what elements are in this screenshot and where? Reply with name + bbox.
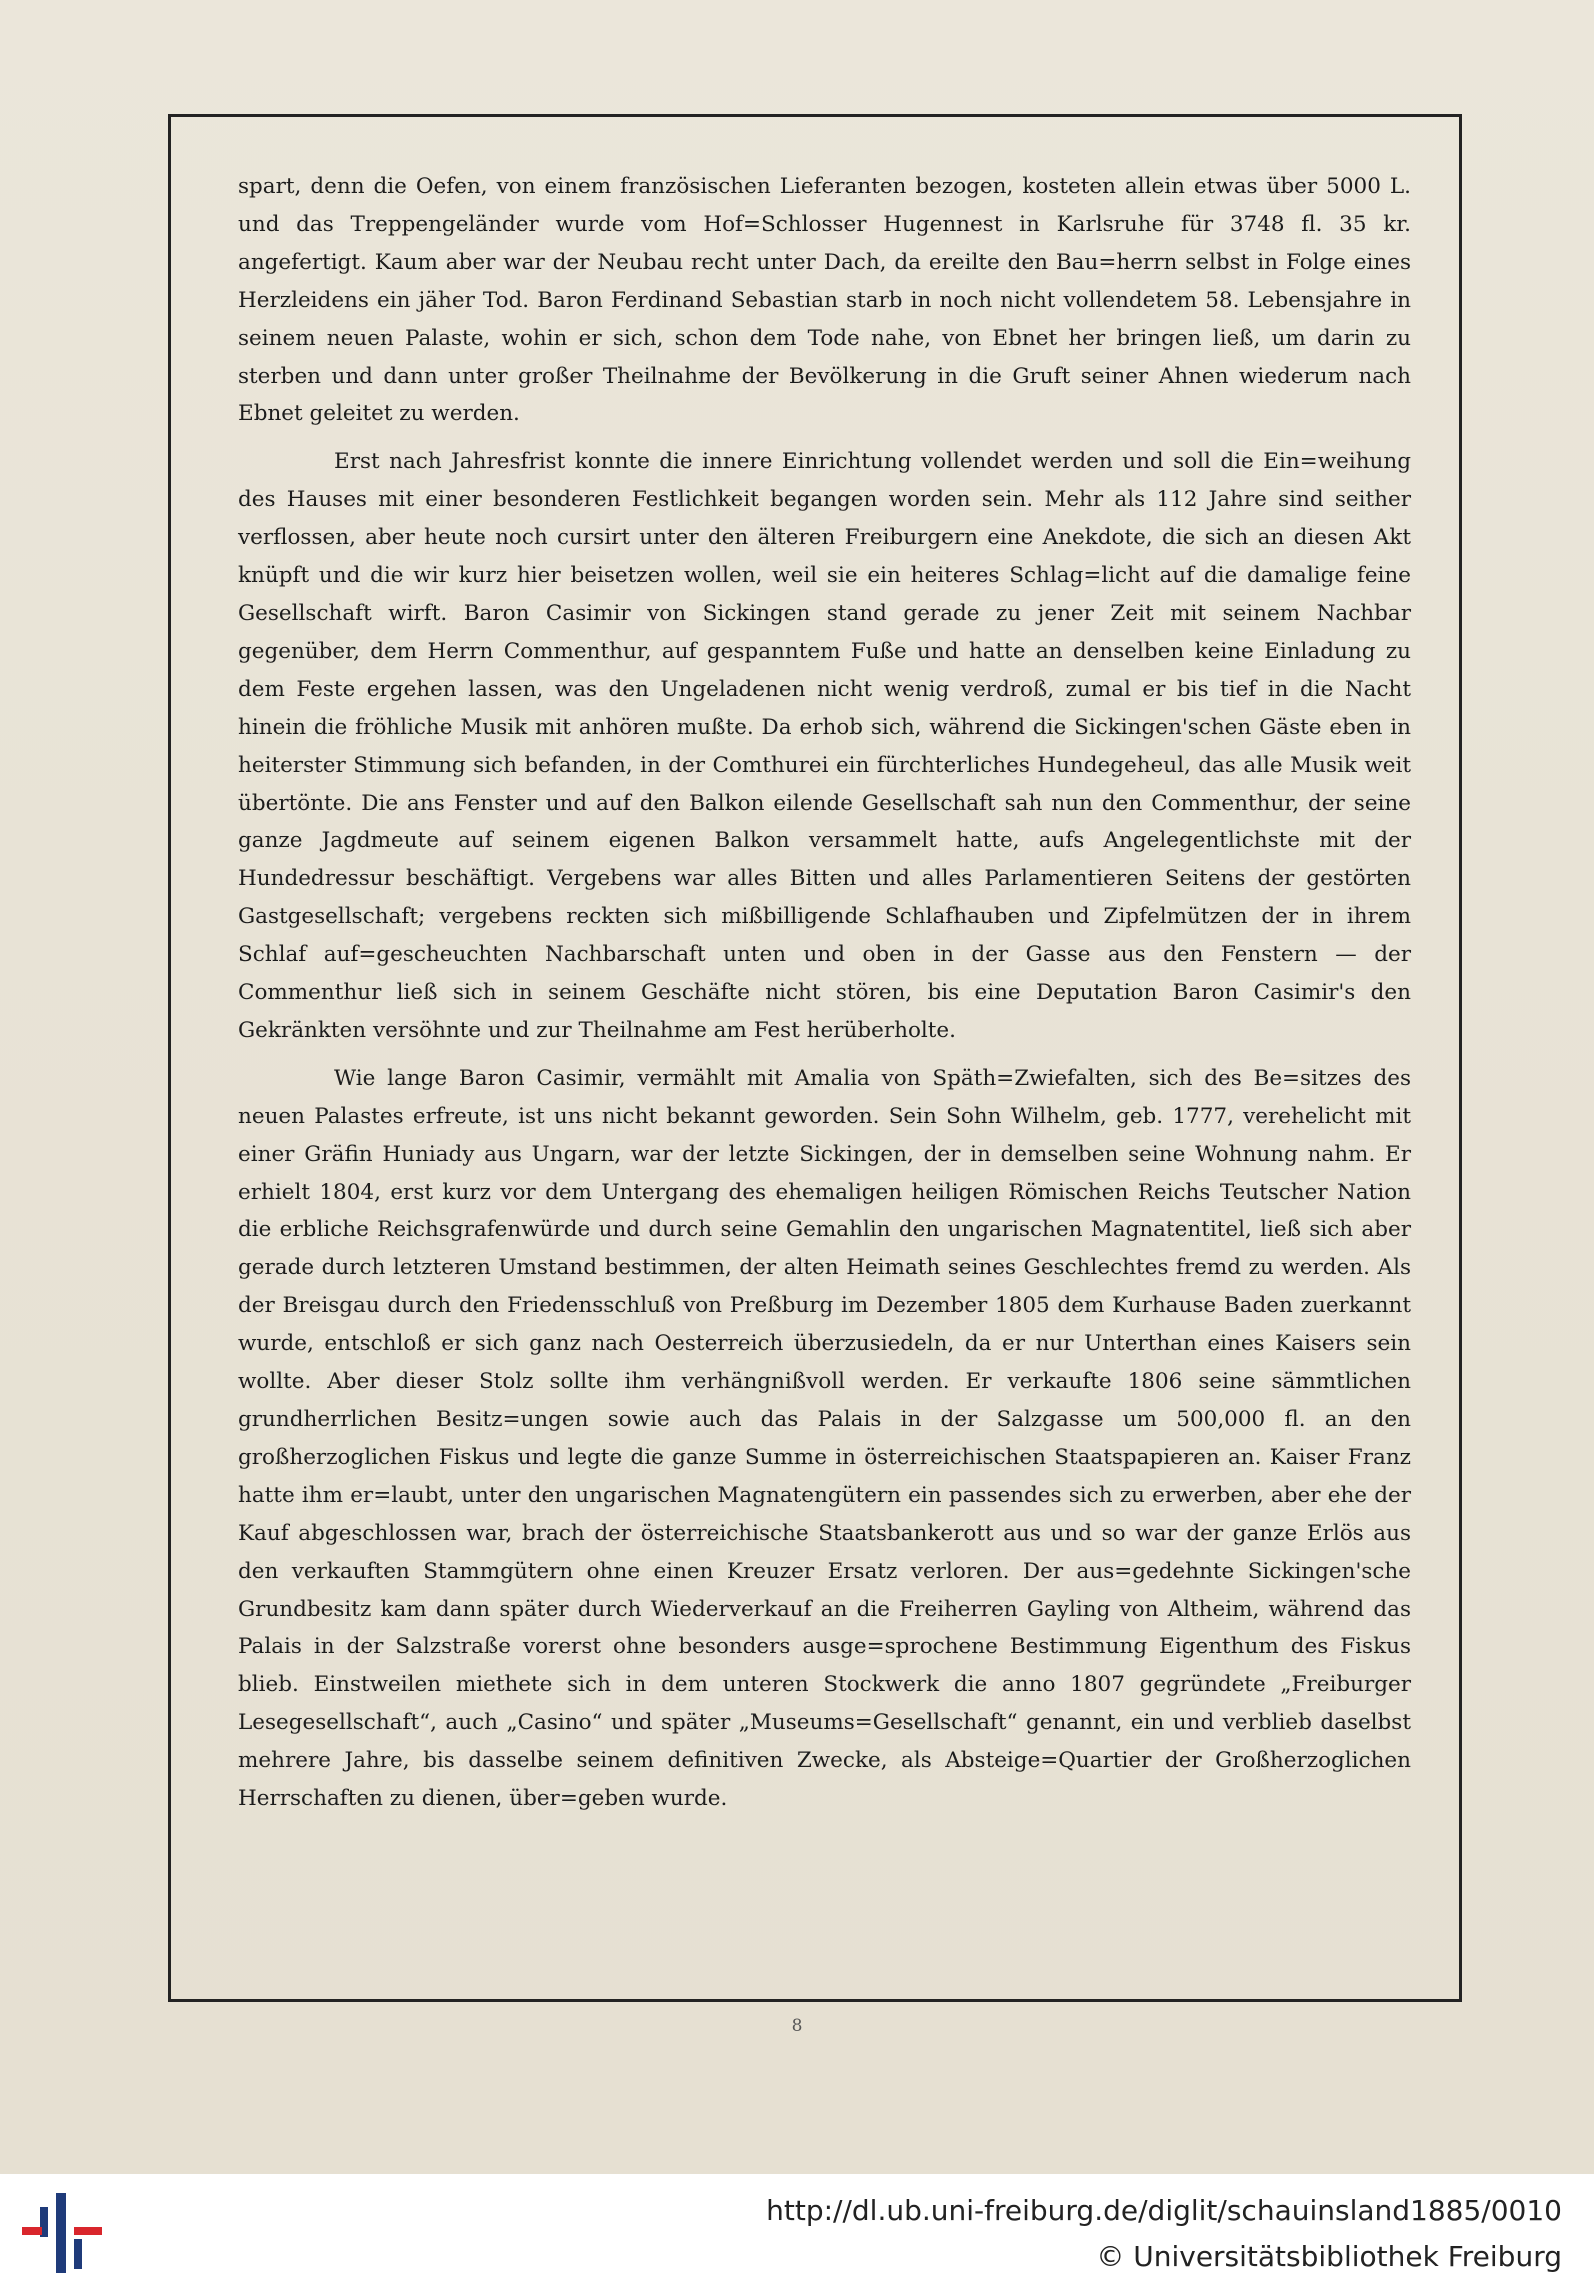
permalink-url[interactable]: http://dl.ub.uni-freiburg.de/diglit/schauinsland1885/0010 bbox=[766, 2194, 1562, 2227]
body-text bbox=[238, 168, 1411, 1828]
paragraph-2: Erst nach Jahresfrist konnte die innere Einrichtung vollendet werden und soll die Ein=weihung des Hauses mit einer besonderen Festlichkeit begangen worden sein. Mehr als 112 Jahre sind seither verflossen, aber heute noch cursirt unter den älteren Freiburgern eine Anekdote, die sich an diesen Akt knüpft und die wir kurz hier beisetzen wollen, weil sie ein heiteres Schlag=licht auf die damalige feine Gesellschaft wirft. Baron Casimir von Sickingen stand gerade zu jener Zeit mit seinem Nachbar gegenüber, dem Herrn Commenthur, auf gespanntem Fuße und hatte an denselben keine Einladung zu dem Feste ergehen lassen, was den Ungeladenen nicht wenig verdroß, zumal er bis tief in die Nacht hinein die fröhliche Musik mit anhören mußte. Da erhob sich, während die Sickingen'schen Gäste eben in heiterster Stimmung sich befanden, in der Comthurei ein fürchterliches Hundegeheul, das alle Musik weit übertönte. Die ans Fenster und auf den Balkon eilende Gesellschaft sah nun den Commenthur, der seine ganze Jagdmeute auf seinem eigenen Balkon versammelt hatte, aufs Angelegentlichste mit der Hundedressur beschäftigt. Vergebens war alles Bitten und alles Parlamentieren Seitens der gestörten Gastgesellschaft; vergebens reckten sich mißbilligende Schlafhauben und Zipfelmützen der in ihrem Schlaf auf=gescheuchten Nachbarschaft unten und oben in der Gasse aus den Fenstern — der Commenthur ließ sich in seinem Geschäfte nicht stören, bis eine Deputation Baron Casimir's den Gekränkten versöhnte und zur Theilnahme am Fest herüberholte. bbox=[238, 449, 1411, 1043]
paragraph-1: spart, denn die Oefen, von einem französischen Lieferanten bezogen, kosteten allein etwas über 5000 L. und das Treppengeländer wurde vom Hof=Schlosser Hugennest in Karlsruhe für 3748 fl. 35 kr. angefertigt. Kaum aber war der Neubau recht unter Dach, da ereilte den Bau=herrn selbst in Folge eines Herzleidens ein jäher Tod. Baron Ferdinand Sebastian starb in noch nicht vollendetem 58. Lebensjahre in seinem neuen Palaste, wohin er sich, schon dem Tode nahe, von Ebnet her bringen ließ, um darin zu sterben und dann unter großer Theilnahme der Bevölkerung in die Gruft seiner Ahnen wiederum nach Ebnet geleitet zu werden. bbox=[238, 174, 1411, 427]
page-number: 8 bbox=[791, 2016, 803, 2036]
ub-freiburg-logo-icon bbox=[22, 2193, 102, 2273]
footer-bar bbox=[0, 2174, 1594, 2289]
copyright-notice: © Universitätsbibliothek Freiburg bbox=[1096, 2240, 1562, 2273]
paragraph-3: Wie lange Baron Casimir, vermählt mit Amalia von Späth=Zwiefalten, sich des Be=sitzes des neuen Palastes erfreute, ist uns nicht bekannt geworden. Sein Sohn Wilhelm, geb. 1777, verehelicht mit einer Gräfin Huniady aus Ungarn, war der letzte Sickingen, der in demselben seine Wohnung nahm. Er erhielt 1804, erst kurz vor dem Untergang des ehemaligen heiligen Römischen Reichs Teutscher Nation die erbliche Reichsgrafenwürde und durch seine Gemahlin den ungarischen Magnatentitel, ließ sich aber gerade durch letzteren Umstand bestimmen, der alten Heimath seines Geschlechtes fremd zu werden. Als der Breisgau durch den Friedensschluß von Preßburg im Dezember 1805 dem Kurhause Baden zuerkannt wurde, entschloß er sich ganz nach Oesterreich überzusiedeln, da er nur Unterthan eines Kaisers sein wollte. Aber dieser Stolz sollte ihm verhängnißvoll werden. Er verkaufte 1806 seine sämmtlichen grundherrlichen Besitz=ungen sowie auch das Palais in der Salzgasse um 500,000 fl. an den großherzoglichen Fiskus und legte die ganze Summe in österreichischen Staatspapieren an. Kaiser Franz hatte ihm er=laubt, unter den ungarischen Magnatengütern ein passendes sich zu erwerben, aber ehe der Kauf abgeschlossen war, brach der österreichische Staatsbankerott aus und so war der ganze Erlös aus den verkauften Stammgütern ohne einen Kreuzer Ersatz verloren. Der aus=gedehnte Sickingen'sche Grundbesitz kam dann später durch Wiederverkauf an die Freiherren Gayling von Altheim, während das Palais in der Salzstraße vorerst ohne besonders ausge=sprochene Bestimmung Eigenthum des Fiskus blieb. Einstweilen miethete sich in dem unteren Stockwerk die anno 1807 gegründete „Freiburger Lesegesellschaft“, auch „Casino“ und später „Museums=Gesellschaft“ genannt, ein und verblieb daselbst mehrere Jahre, bis dasselbe seinem definitiven Zwecke, als Absteige=Quartier der Großherzoglichen Herrschaften zu dienen, über=geben wurde. bbox=[238, 1065, 1411, 1812]
